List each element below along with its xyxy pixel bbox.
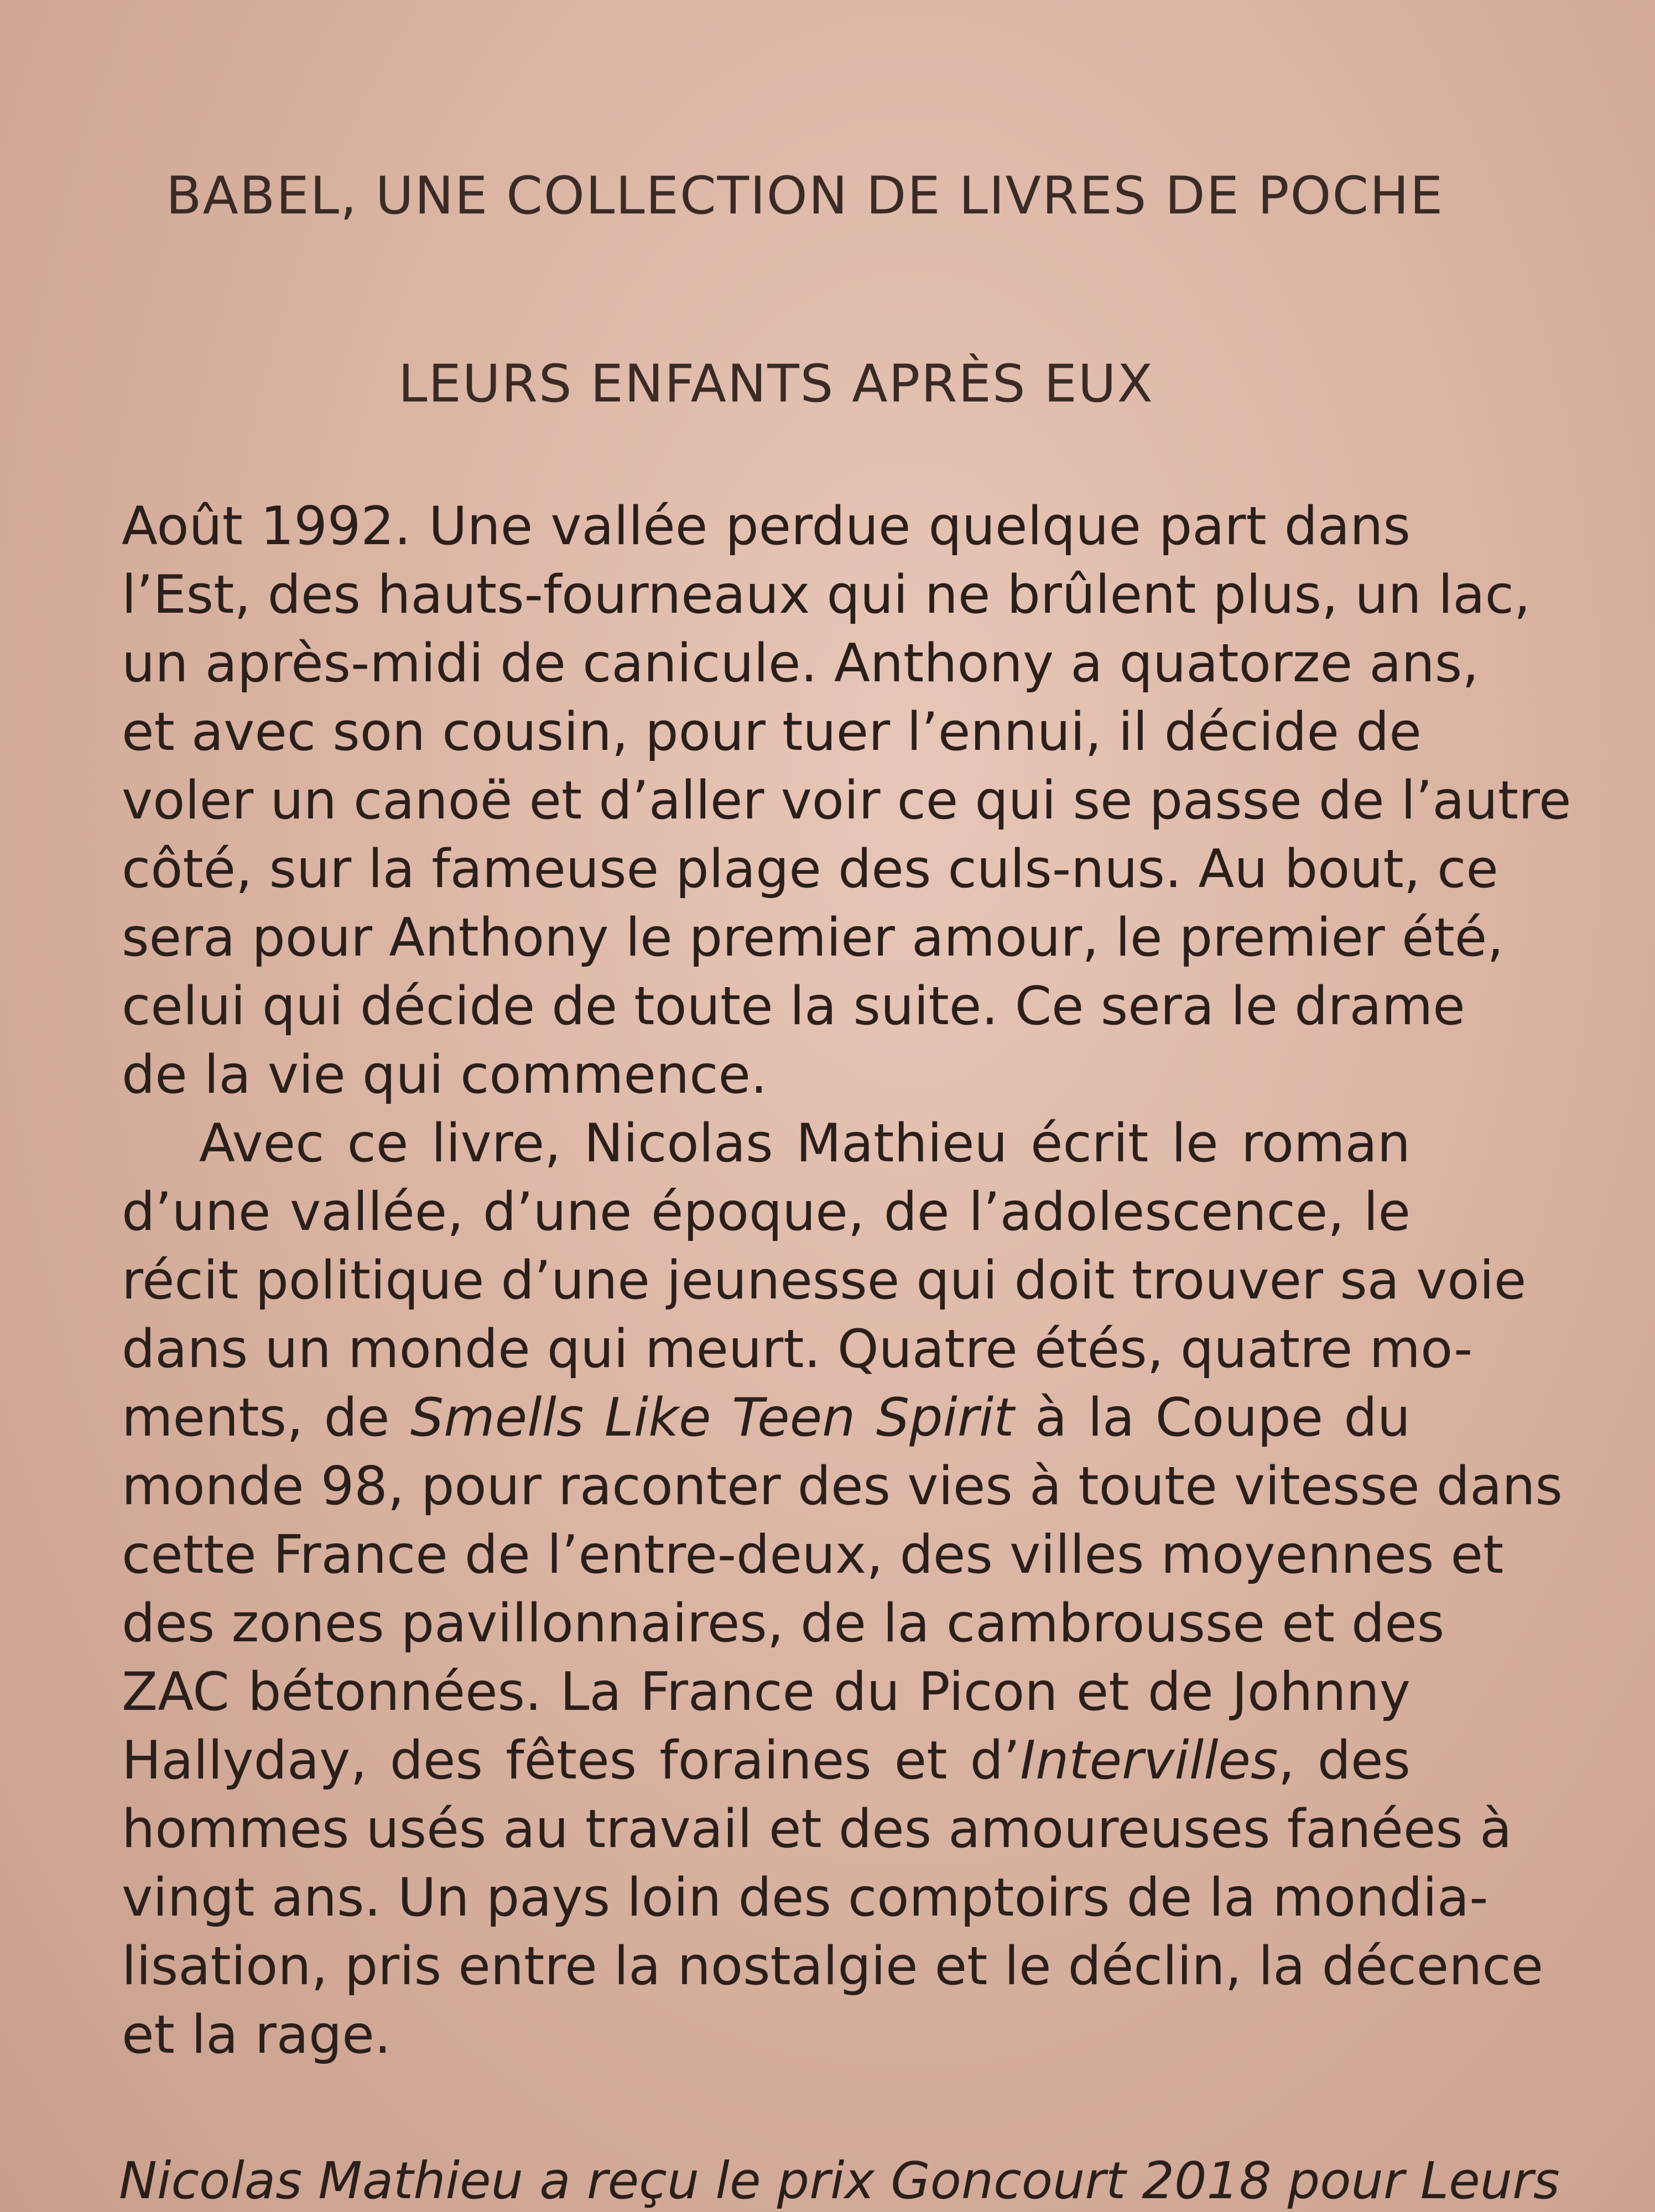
song-title: Smells Like Teen Spirit bbox=[410, 1387, 1014, 1448]
text-line: sera pour Anthony le premier amour, le premier été, bbox=[122, 907, 1504, 968]
award-note: Nicolas Mathieu a reçu le prix Goncourt 2018 pour Leurs bbox=[119, 2151, 1560, 2210]
text-line: lisation, pris entre la nostalgie et le déclin, la décence bbox=[122, 1936, 1544, 1997]
text-line: vingt ans. Un pays loin des comptoirs de la mondia- bbox=[122, 1867, 1489, 1928]
text-fragment: ments, de bbox=[122, 1387, 410, 1448]
text-line: Août 1992. Une vallée perdue quelque part dans bbox=[122, 496, 1411, 557]
book-title: LEURS ENFANTS APRÈS EUX bbox=[398, 354, 1154, 414]
text-line: celui qui décide de toute la suite. Ce sera le drame bbox=[122, 976, 1465, 1037]
text-line: récit politique d’une jeunesse qui doit trouver sa voie bbox=[122, 1250, 1527, 1311]
text-line: côté, sur la fameuse plage des culs-nus. Au bout, ce bbox=[122, 839, 1498, 900]
text-line bbox=[122, 1384, 1411, 1452]
text-line: voler un canoë et d’aller voir ce qui se passe de l’autre bbox=[122, 770, 1571, 831]
text-line: Avec ce livre, Nicolas Mathieu écrit le roman bbox=[199, 1113, 1411, 1174]
text-line: d’une vallée, d’une époque, de l’adolescence, le bbox=[122, 1182, 1411, 1243]
text-line: l’Est, des hauts-fourneaux qui ne brûlent plus, un lac, bbox=[122, 565, 1531, 625]
text-line: un après-midi de canicule. Anthony a quatorze ans, bbox=[122, 633, 1479, 694]
text-line bbox=[122, 1726, 1411, 1795]
collection-heading: BABEL, UNE COLLECTION DE LIVRES DE POCHE bbox=[166, 166, 1444, 226]
text-fragment: , des bbox=[1278, 1730, 1411, 1791]
synopsis-paragraph-1 bbox=[122, 492, 1571, 1109]
text-fragment: à la Coupe du bbox=[1014, 1387, 1411, 1448]
text-line: et avec son cousin, pour tuer l’ennui, il décide de bbox=[122, 702, 1422, 763]
text-line: dans un monde qui meurt. Quatre étés, quatre mo- bbox=[122, 1319, 1473, 1380]
synopsis-paragraph-2 bbox=[122, 1109, 1563, 2069]
text-line: des zones pavillonnaires, de la cambrousse et des bbox=[122, 1593, 1445, 1654]
text-line: hommes usés au travail et des amoureuses fanées à bbox=[122, 1799, 1512, 1860]
text-line: ZAC bétonnées. La France du Picon et de Johnny bbox=[122, 1662, 1411, 1723]
text-line: et la rage. bbox=[122, 2005, 391, 2065]
synopsis bbox=[122, 492, 1571, 2069]
text-line: cette France de l’entre-deux, des villes moyennes et bbox=[122, 1525, 1504, 1585]
text-line: monde 98, pour raconter des vies à toute vitesse dans bbox=[122, 1456, 1563, 1517]
text-fragment: Hallyday, des fêtes foraines et d’ bbox=[122, 1730, 1021, 1791]
show-title: Intervilles bbox=[1020, 1730, 1278, 1791]
text-line: de la vie qui commence. bbox=[122, 1045, 768, 1105]
